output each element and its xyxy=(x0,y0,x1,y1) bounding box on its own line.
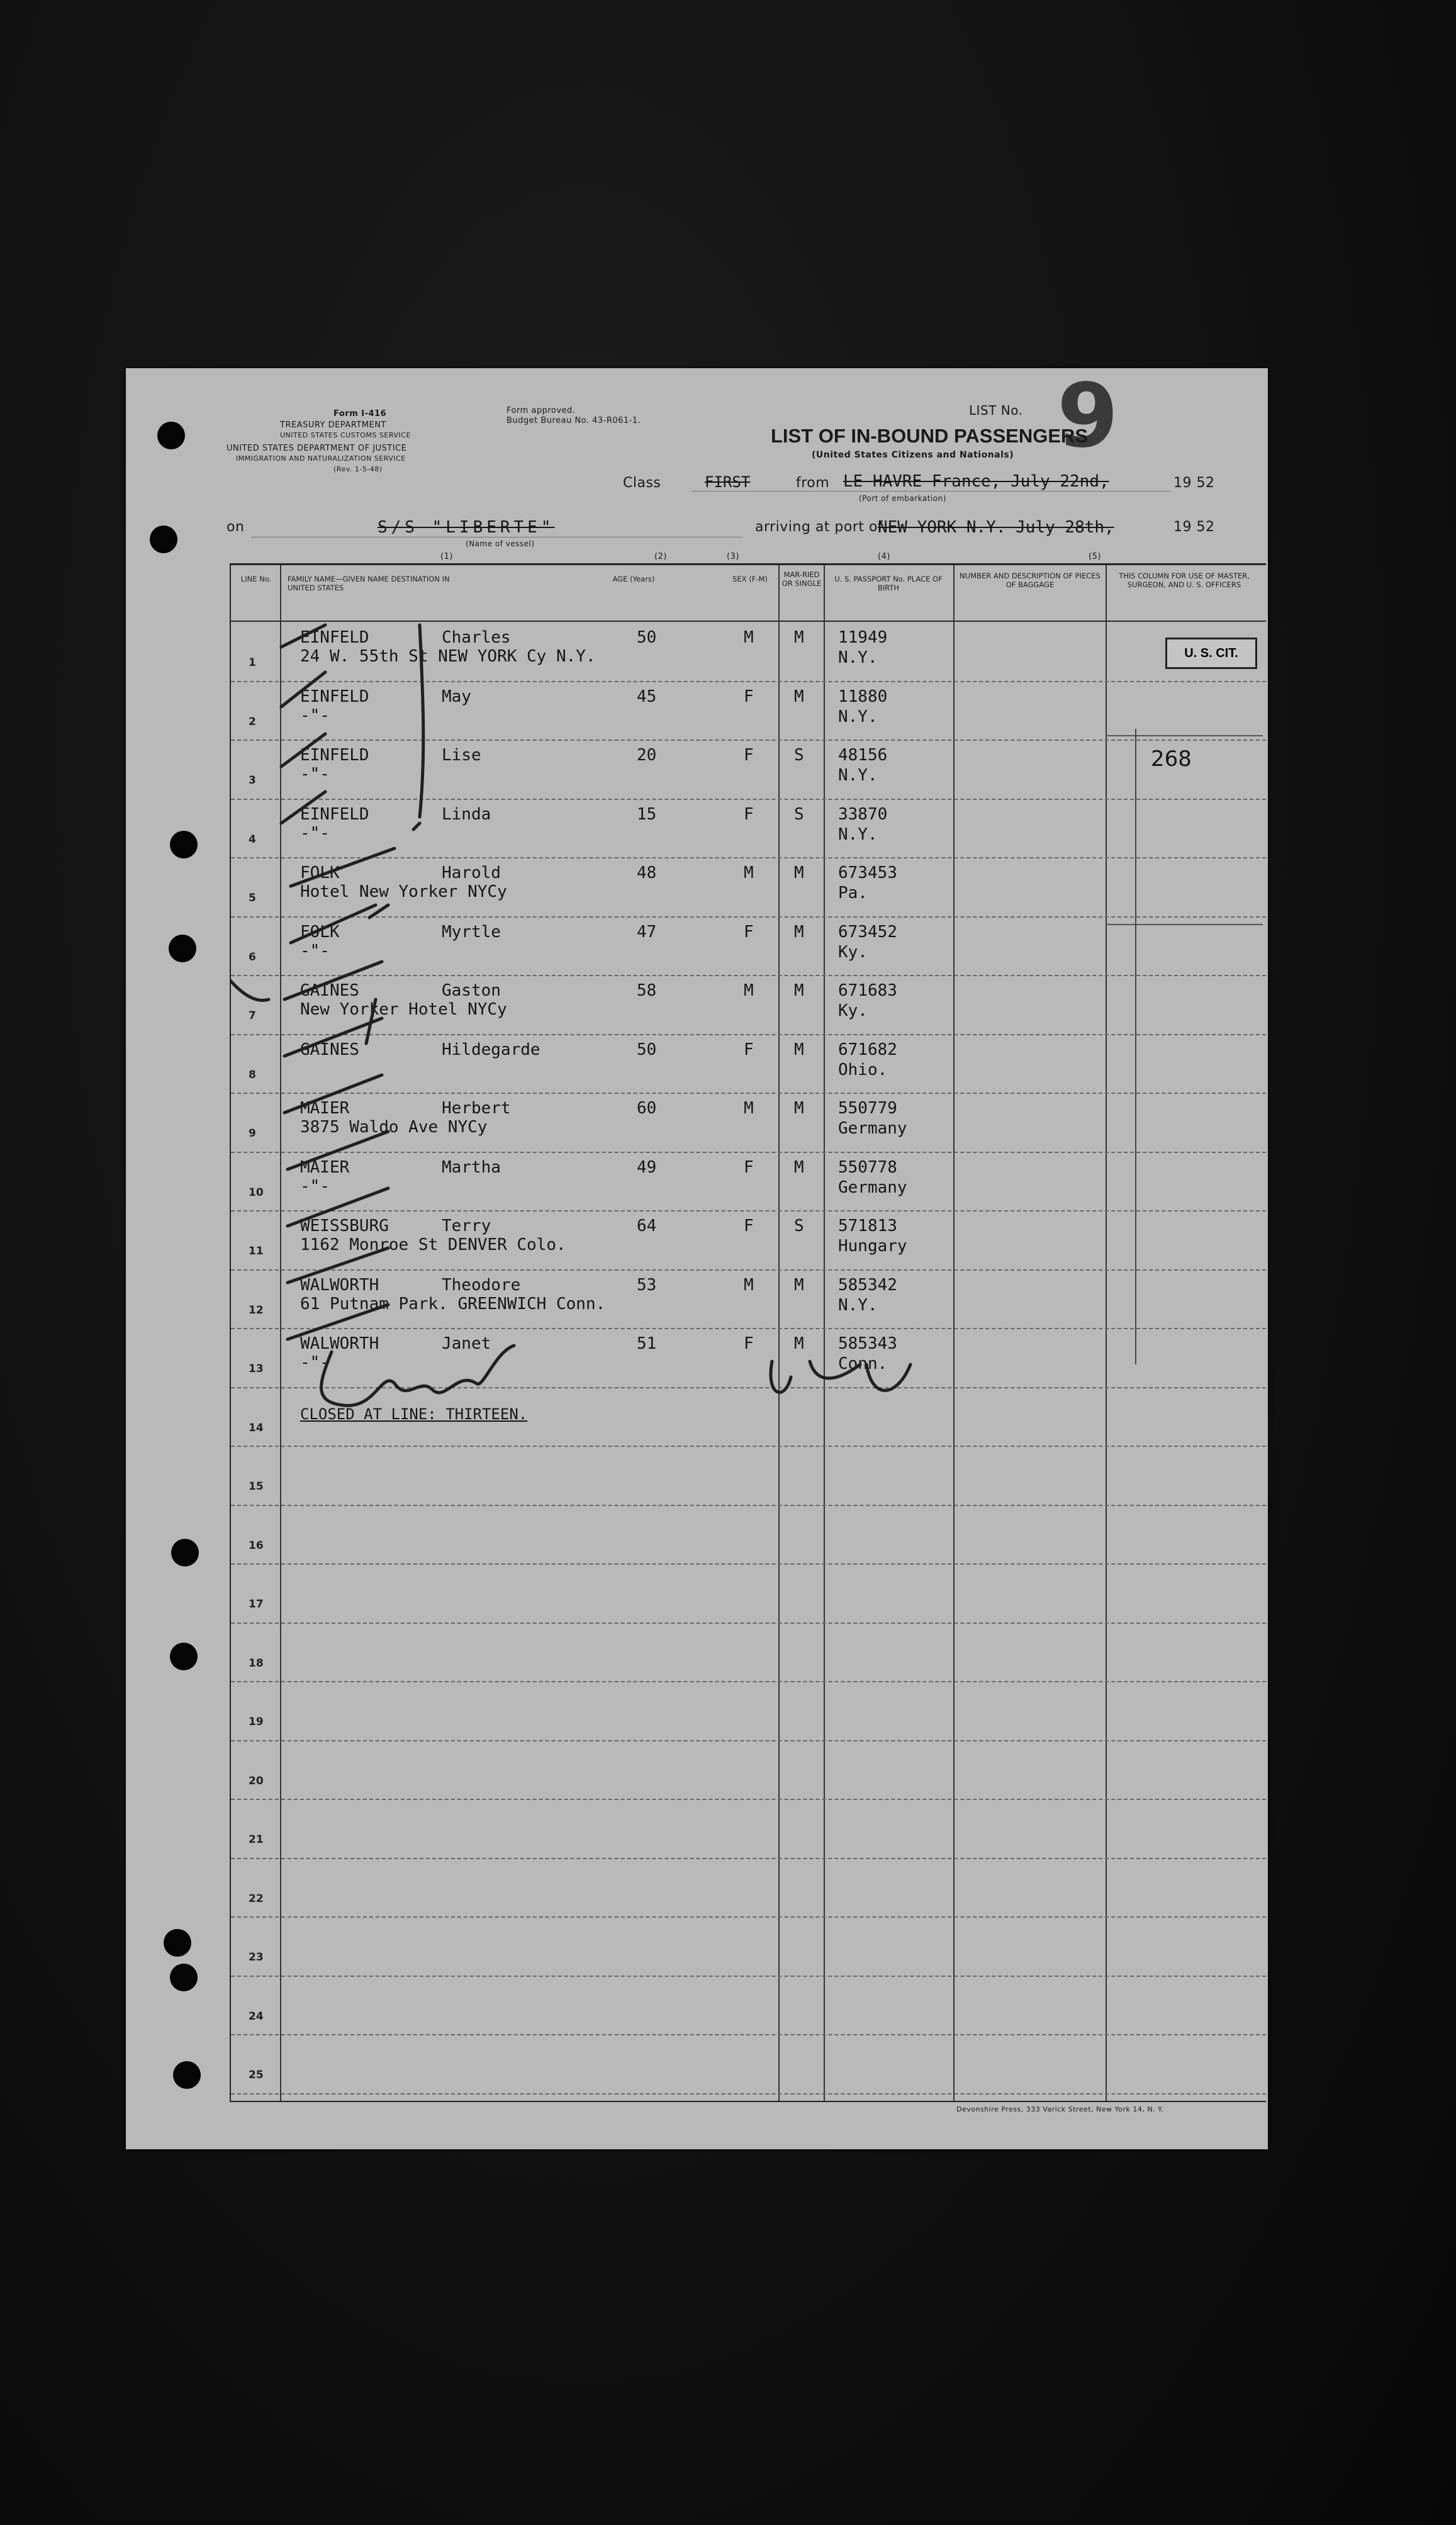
from-year: 19 52 xyxy=(1173,475,1215,491)
age: 60 xyxy=(637,1099,657,1118)
passport-number: 585342 xyxy=(838,1275,897,1295)
col-num: (4) xyxy=(878,552,890,561)
line-number: 11 xyxy=(249,1245,264,1257)
family-name: FOLK xyxy=(300,922,340,942)
line-number: 1 xyxy=(249,656,256,669)
marital-status: M xyxy=(794,981,804,1000)
destination: -"- xyxy=(300,765,330,784)
sex: M xyxy=(744,981,754,1000)
punch-hole xyxy=(164,1929,191,1957)
on-label: on xyxy=(227,519,245,535)
line-number: 14 xyxy=(249,1421,264,1434)
family-name: FOLK xyxy=(300,863,340,882)
punch-hole xyxy=(157,422,185,449)
given-name: Herbert xyxy=(442,1099,511,1118)
given-name: Theodore xyxy=(442,1275,521,1295)
age: 20 xyxy=(637,746,657,765)
age: 49 xyxy=(637,1157,657,1177)
destination: -"- xyxy=(300,1176,330,1196)
col-num: (1) xyxy=(440,552,453,561)
col-header-baggage: NUMBER AND DESCRIPTION OF PIECES OF BAGGAGE xyxy=(960,571,1100,589)
place-of-birth: Ky. xyxy=(838,942,868,962)
destination: -"- xyxy=(300,941,330,960)
given-name: Linda xyxy=(442,804,491,824)
justice-department: UNITED STATES DEPARTMENT OF JUSTICE xyxy=(227,444,407,453)
vessel-value: S/S "LIBERTE" xyxy=(378,518,555,537)
place-of-birth: N.Y. xyxy=(838,648,878,667)
place-of-birth: Pa. xyxy=(838,884,868,903)
punch-hole xyxy=(170,1643,198,1670)
col-header-age: AGE (Years) xyxy=(612,575,655,583)
passport-number: 11880 xyxy=(838,687,888,706)
family-name: EINFELD xyxy=(300,687,369,706)
sex: M xyxy=(744,1275,754,1295)
destination: Hotel New Yorker NYCy xyxy=(300,882,507,901)
immigration-service: IMMIGRATION AND NATURALIZATION SERVICE xyxy=(236,454,406,463)
passport-number: 673452 xyxy=(838,922,897,942)
punch-hole xyxy=(171,1539,199,1566)
family-name: WALWORTH xyxy=(300,1334,379,1353)
printer-imprint: Devonshire Press, 333 Varick Street, New York 14, N. Y. xyxy=(956,2105,1164,2113)
col-header-name: FAMILY NAME—GIVEN NAME DESTINATION IN UNITED STATES xyxy=(288,575,450,592)
line-number: 8 xyxy=(249,1068,256,1081)
place-of-birth: Germany xyxy=(838,1119,907,1138)
place-of-birth: Hungary xyxy=(838,1237,907,1256)
family-name: WALWORTH xyxy=(300,1275,379,1295)
col-num: (2) xyxy=(654,552,667,561)
manifest-page xyxy=(126,365,1268,2149)
passenger-table xyxy=(230,563,1266,2102)
sex: F xyxy=(744,804,754,824)
family-name: GAINES xyxy=(300,981,359,1000)
given-name: Janet xyxy=(442,1334,491,1353)
sex: F xyxy=(744,922,754,942)
marital-status: M xyxy=(794,628,804,647)
marital-status: M xyxy=(794,922,804,942)
age: 53 xyxy=(637,1275,657,1295)
given-name: Myrtle xyxy=(442,922,501,942)
embarkation-caption: (Port of embarkation) xyxy=(859,494,946,503)
age: 47 xyxy=(637,922,657,942)
col-header-sex: SEX (F-M) xyxy=(732,575,768,583)
line-number: 12 xyxy=(249,1303,264,1317)
sex: F xyxy=(744,687,754,706)
passport-number: 550779 xyxy=(838,1099,897,1118)
age: 48 xyxy=(637,863,657,882)
place-of-birth: Ohio. xyxy=(838,1060,888,1079)
marital-status: M xyxy=(794,1157,804,1177)
marital-status: S xyxy=(794,746,804,765)
marital-status: M xyxy=(794,1334,804,1353)
passport-number: 571813 xyxy=(838,1217,897,1235)
place-of-birth: Germany xyxy=(838,1178,907,1197)
passport-number: 48156 xyxy=(838,746,888,765)
us-cit-stamp: U. S. CIT. xyxy=(1165,638,1257,669)
col-header-passport: U. S. PASSPORT No. PLACE OF BIRTH xyxy=(834,575,943,592)
line-number: 23 xyxy=(249,1951,264,1964)
age: 50 xyxy=(637,1040,657,1059)
punch-hole xyxy=(150,526,177,553)
department-name: TREASURY DEPARTMENT xyxy=(280,420,386,430)
place-of-birth: N.Y. xyxy=(838,766,878,785)
age: 45 xyxy=(637,687,657,706)
given-name: May xyxy=(442,687,471,706)
page-subtitle: (United States Citizens and Nationals) xyxy=(812,450,1014,460)
sex: F xyxy=(744,1334,754,1353)
age: 58 xyxy=(637,981,657,1000)
from-label: from xyxy=(796,475,830,491)
marital-status: M xyxy=(794,687,804,706)
given-name: Hildegarde xyxy=(442,1040,540,1059)
family-name: EINFELD xyxy=(300,804,369,824)
punch-hole xyxy=(169,935,196,962)
punch-hole xyxy=(170,1964,198,1991)
sex: M xyxy=(744,863,754,882)
destination: 24 W. 55th St NEW YORK Cy N.Y. xyxy=(300,647,596,666)
class-label: Class xyxy=(623,475,661,491)
age: 51 xyxy=(637,1334,657,1353)
place-of-birth: Conn. xyxy=(838,1354,888,1373)
officer-number: 268 xyxy=(1151,746,1192,772)
handwriting-marks xyxy=(231,565,1266,2101)
arriving-year: 19 52 xyxy=(1173,519,1215,535)
marital-status: M xyxy=(794,863,804,882)
place-of-birth: Ky. xyxy=(838,1001,868,1020)
place-of-birth: N.Y. xyxy=(838,707,878,726)
given-name: Terry xyxy=(442,1217,491,1235)
class-value: FIRST xyxy=(705,473,751,491)
place-of-birth: N.Y. xyxy=(838,824,878,844)
destination: 61 Putnam Park. GREENWICH Conn. xyxy=(300,1294,606,1313)
line-number: 10 xyxy=(249,1186,264,1199)
line-number: 4 xyxy=(249,833,256,846)
col-header-line: LINE No. xyxy=(240,575,272,583)
marital-status: S xyxy=(794,804,804,824)
family-name: MAIER xyxy=(300,1099,350,1118)
arriving-label: arriving at port of xyxy=(755,519,883,535)
given-name: Lise xyxy=(442,746,481,765)
passport-number: 673453 xyxy=(838,863,897,882)
given-name: Charles xyxy=(442,628,511,647)
line-number: 6 xyxy=(249,950,256,964)
destination: -"- xyxy=(300,823,330,843)
line-number: 3 xyxy=(249,774,256,787)
destination: -"- xyxy=(300,706,330,725)
line-number: 13 xyxy=(249,1363,264,1375)
col-num: (3) xyxy=(727,552,739,561)
line-number: 2 xyxy=(249,715,256,728)
passport-number: 585343 xyxy=(838,1334,897,1353)
marital-status: S xyxy=(794,1217,804,1235)
passport-number: 550778 xyxy=(838,1157,897,1177)
destination: 3875 Waldo Ave NYCy xyxy=(300,1118,488,1137)
budget-bureau: Budget Bureau No. 43-R061-1. xyxy=(507,416,641,425)
from-value: LE HAVRE France, July 22nd, xyxy=(843,472,1109,491)
line-number: 9 xyxy=(249,1127,256,1140)
line-number: 21 xyxy=(249,1833,264,1846)
form-number: Form I-416 xyxy=(333,409,387,419)
place-of-birth: N.Y. xyxy=(838,1295,878,1315)
given-name: Martha xyxy=(442,1157,501,1177)
marital-status: M xyxy=(794,1099,804,1118)
list-no-handwritten: 9 xyxy=(1057,365,1119,468)
page-title: LIST OF IN-BOUND PASSENGERS xyxy=(771,425,1089,447)
closed-note: CLOSED AT LINE: THIRTEEN. xyxy=(300,1405,528,1423)
line-number: 19 xyxy=(249,1716,264,1728)
punch-hole xyxy=(170,831,198,858)
marital-status: M xyxy=(794,1040,804,1059)
family-name: WEISSBURG xyxy=(300,1217,389,1235)
line-number: 15 xyxy=(249,1480,264,1493)
sex: F xyxy=(744,1217,754,1235)
given-name: Gaston xyxy=(442,981,501,1000)
line-number: 22 xyxy=(249,1892,264,1905)
destination: New Yorker Hotel NYCy xyxy=(300,1000,507,1019)
vessel-caption: (Name of vessel) xyxy=(466,539,535,548)
destination: 1162 Monroe St DENVER Colo. xyxy=(300,1235,566,1254)
col-header-officers: THIS COLUMN FOR USE OF MASTER, SURGEON, AND U. S. OFFICERS xyxy=(1119,571,1250,589)
service-name: UNITED STATES CUSTOMS SERVICE xyxy=(280,431,411,439)
passport-number: 671683 xyxy=(838,981,897,1000)
arriving-value: NEW YORK N.Y. July 28th, xyxy=(878,518,1114,537)
sex: F xyxy=(744,746,754,765)
family-name: GAINES xyxy=(300,1040,359,1059)
age: 64 xyxy=(637,1217,657,1235)
passport-number: 11949 xyxy=(838,628,888,647)
line-number: 7 xyxy=(249,1009,256,1022)
line-number: 5 xyxy=(249,892,256,904)
sex: M xyxy=(744,1099,754,1118)
sex: M xyxy=(744,628,754,647)
age: 50 xyxy=(637,628,657,647)
sex: F xyxy=(744,1040,754,1059)
marital-status: M xyxy=(794,1275,804,1295)
line-number: 18 xyxy=(249,1656,264,1670)
form-approved: Form approved. xyxy=(507,406,576,415)
col-num: (5) xyxy=(1089,552,1101,561)
family-name: EINFELD xyxy=(300,746,369,765)
list-no-label: LIST No. xyxy=(969,403,1023,418)
revision: (Rev. 1-5-48) xyxy=(333,465,383,473)
given-name: Harold xyxy=(442,863,501,882)
sex: F xyxy=(744,1157,754,1177)
family-name: MAIER xyxy=(300,1157,350,1177)
passport-number: 33870 xyxy=(838,804,888,824)
line-number: 17 xyxy=(249,1598,264,1611)
line-number: 20 xyxy=(249,1774,264,1787)
line-number: 16 xyxy=(249,1539,264,1552)
passport-number: 671682 xyxy=(838,1040,897,1059)
destination: -"- xyxy=(300,1353,330,1372)
punch-hole xyxy=(173,2061,201,2089)
line-number: 24 xyxy=(249,2010,264,2023)
line-number: 25 xyxy=(249,2069,264,2081)
family-name: EINFELD xyxy=(300,628,369,647)
col-header-married: MAR-RIED OR SINGLE xyxy=(781,570,822,588)
age: 15 xyxy=(637,804,657,824)
